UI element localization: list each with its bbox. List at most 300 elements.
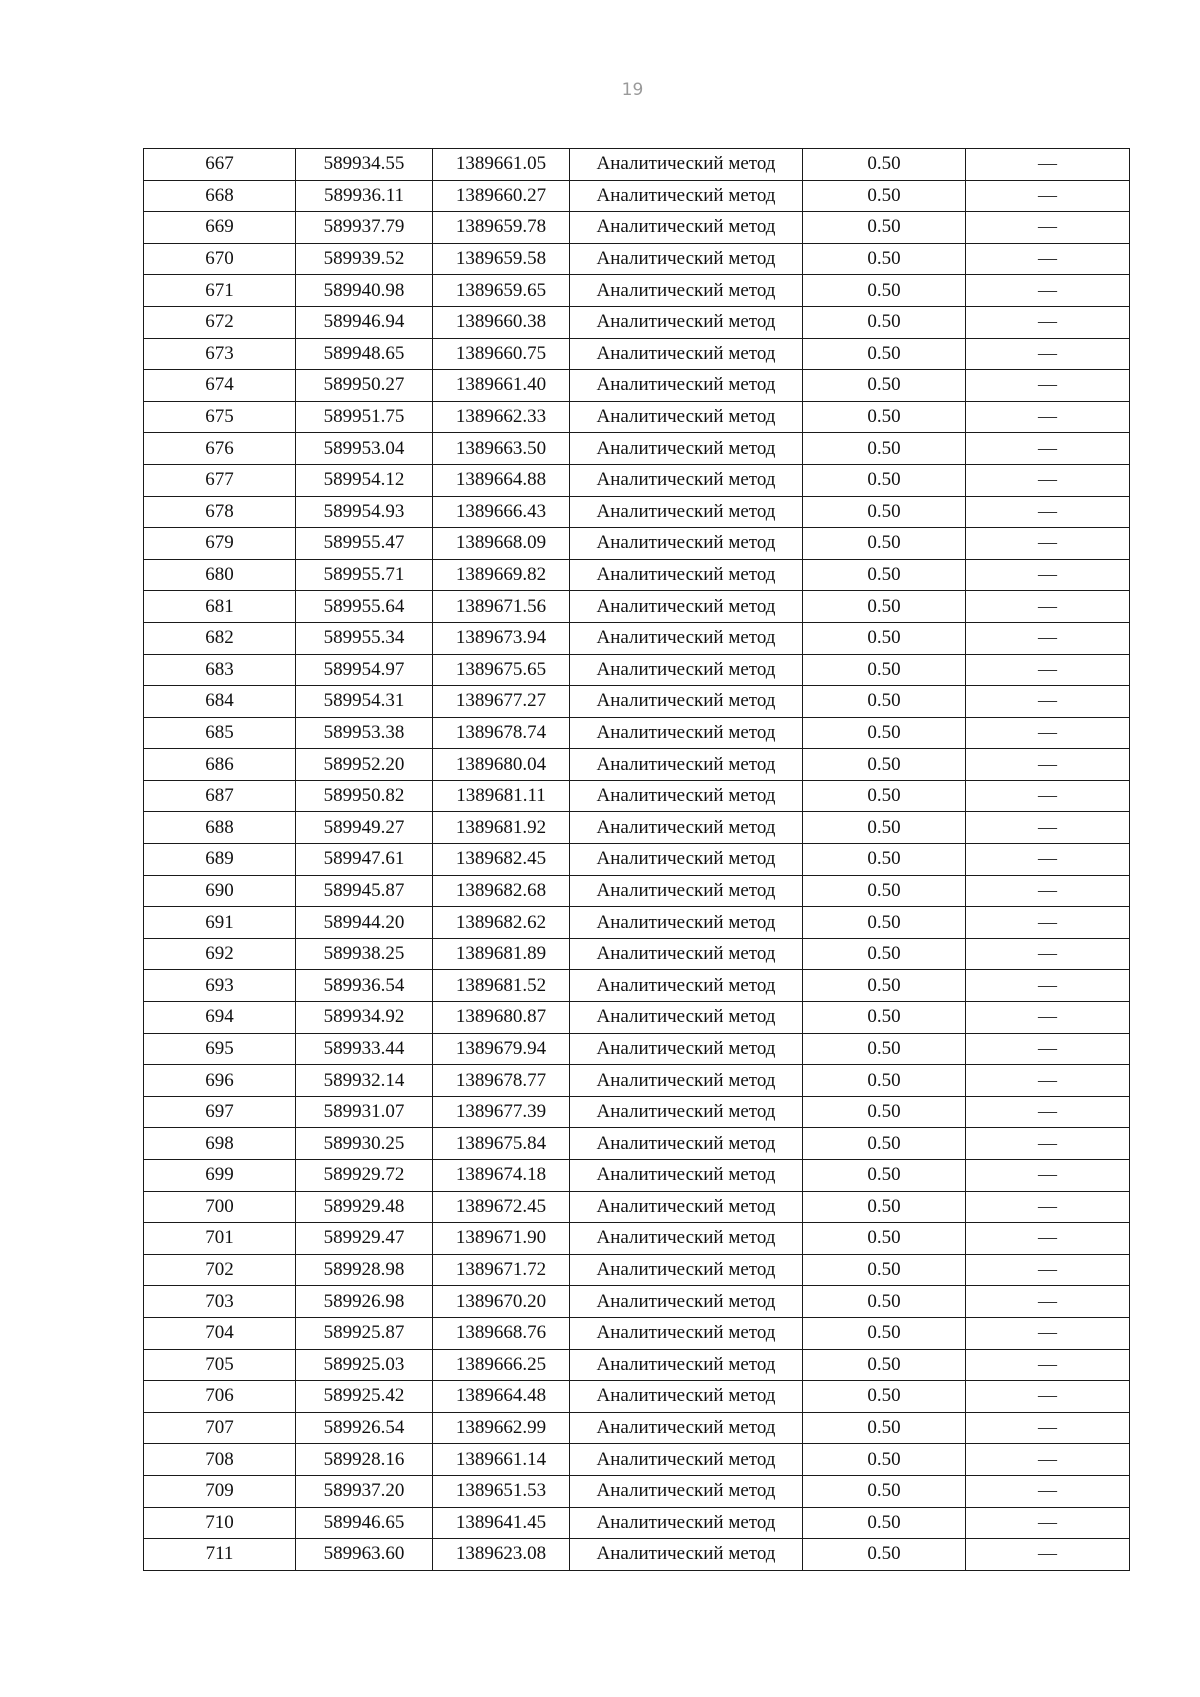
point-number-cell: 669 <box>144 212 296 244</box>
y-coordinate-cell: 1389668.09 <box>433 528 570 560</box>
point-number-cell: 675 <box>144 401 296 433</box>
table-row <box>144 1033 1130 1065</box>
x-coordinate-cell: 589953.04 <box>296 433 433 465</box>
note-cell: — <box>966 1444 1130 1476</box>
point-number-cell: 667 <box>144 149 296 181</box>
x-coordinate-cell: 589939.52 <box>296 243 433 275</box>
y-coordinate-cell: 1389666.25 <box>433 1349 570 1381</box>
x-coordinate-cell: 589950.82 <box>296 780 433 812</box>
note-cell: — <box>966 180 1130 212</box>
y-coordinate-cell: 1389659.58 <box>433 243 570 275</box>
point-number-cell: 668 <box>144 180 296 212</box>
x-coordinate-cell: 589954.93 <box>296 496 433 528</box>
note-cell: — <box>966 1223 1130 1255</box>
method-cell: Аналитический метод <box>570 1539 803 1571</box>
y-coordinate-cell: 1389675.65 <box>433 654 570 686</box>
point-number-cell: 700 <box>144 1191 296 1223</box>
table-row <box>144 1128 1130 1160</box>
y-coordinate-cell: 1389661.14 <box>433 1444 570 1476</box>
table-row <box>144 1317 1130 1349</box>
x-coordinate-cell: 589928.16 <box>296 1444 433 1476</box>
x-coordinate-cell: 589954.97 <box>296 654 433 686</box>
x-coordinate-cell: 589937.79 <box>296 212 433 244</box>
accuracy-cell: 0.50 <box>803 1128 966 1160</box>
accuracy-cell: 0.50 <box>803 306 966 338</box>
table-row <box>144 1065 1130 1097</box>
point-number-cell: 699 <box>144 1160 296 1192</box>
y-coordinate-cell: 1389681.89 <box>433 938 570 970</box>
table-row <box>144 622 1130 654</box>
x-coordinate-cell: 589932.14 <box>296 1065 433 1097</box>
method-cell: Аналитический метод <box>570 1286 803 1318</box>
point-number-cell: 677 <box>144 464 296 496</box>
x-coordinate-cell: 589933.44 <box>296 1033 433 1065</box>
y-coordinate-cell: 1389664.88 <box>433 464 570 496</box>
note-cell: — <box>966 1539 1130 1571</box>
table-row <box>144 1507 1130 1539</box>
note-cell: — <box>966 401 1130 433</box>
method-cell: Аналитический метод <box>570 1065 803 1097</box>
y-coordinate-cell: 1389673.94 <box>433 622 570 654</box>
x-coordinate-cell: 589955.71 <box>296 559 433 591</box>
point-number-cell: 670 <box>144 243 296 275</box>
accuracy-cell: 0.50 <box>803 243 966 275</box>
y-coordinate-cell: 1389670.20 <box>433 1286 570 1318</box>
point-number-cell: 681 <box>144 591 296 623</box>
x-coordinate-cell: 589946.94 <box>296 306 433 338</box>
table-row <box>144 1160 1130 1192</box>
y-coordinate-cell: 1389671.90 <box>433 1223 570 1255</box>
accuracy-cell: 0.50 <box>803 149 966 181</box>
table-row <box>144 528 1130 560</box>
x-coordinate-cell: 589936.54 <box>296 970 433 1002</box>
accuracy-cell: 0.50 <box>803 654 966 686</box>
accuracy-cell: 0.50 <box>803 1065 966 1097</box>
method-cell: Аналитический метод <box>570 1349 803 1381</box>
note-cell: — <box>966 433 1130 465</box>
method-cell: Аналитический метод <box>570 907 803 939</box>
point-number-cell: 685 <box>144 717 296 749</box>
accuracy-cell: 0.50 <box>803 1160 966 1192</box>
y-coordinate-cell: 1389679.94 <box>433 1033 570 1065</box>
point-number-cell: 698 <box>144 1128 296 1160</box>
x-coordinate-cell: 589928.98 <box>296 1254 433 1286</box>
x-coordinate-cell: 589926.54 <box>296 1412 433 1444</box>
method-cell: Аналитический метод <box>570 844 803 876</box>
table-row <box>144 275 1130 307</box>
table-row <box>144 496 1130 528</box>
y-coordinate-cell: 1389671.72 <box>433 1254 570 1286</box>
y-coordinate-cell: 1389682.62 <box>433 907 570 939</box>
x-coordinate-cell: 589944.20 <box>296 907 433 939</box>
table-row <box>144 1191 1130 1223</box>
accuracy-cell: 0.50 <box>803 433 966 465</box>
y-coordinate-cell: 1389664.48 <box>433 1381 570 1413</box>
note-cell: — <box>966 686 1130 718</box>
note-cell: — <box>966 1349 1130 1381</box>
note-cell: — <box>966 1381 1130 1413</box>
y-coordinate-cell: 1389678.77 <box>433 1065 570 1097</box>
y-coordinate-cell: 1389660.38 <box>433 306 570 338</box>
method-cell: Аналитический метод <box>570 1381 803 1413</box>
accuracy-cell: 0.50 <box>803 717 966 749</box>
method-cell: Аналитический метод <box>570 401 803 433</box>
accuracy-cell: 0.50 <box>803 591 966 623</box>
x-coordinate-cell: 589925.42 <box>296 1381 433 1413</box>
method-cell: Аналитический метод <box>570 212 803 244</box>
method-cell: Аналитический метод <box>570 686 803 718</box>
table-row <box>144 1286 1130 1318</box>
accuracy-cell: 0.50 <box>803 1223 966 1255</box>
table-row <box>144 370 1130 402</box>
x-coordinate-cell: 589929.72 <box>296 1160 433 1192</box>
method-cell: Аналитический метод <box>570 1096 803 1128</box>
y-coordinate-cell: 1389682.45 <box>433 844 570 876</box>
accuracy-cell: 0.50 <box>803 1475 966 1507</box>
accuracy-cell: 0.50 <box>803 180 966 212</box>
method-cell: Аналитический метод <box>570 1223 803 1255</box>
method-cell: Аналитический метод <box>570 717 803 749</box>
note-cell: — <box>966 1412 1130 1444</box>
accuracy-cell: 0.50 <box>803 401 966 433</box>
y-coordinate-cell: 1389678.74 <box>433 717 570 749</box>
x-coordinate-cell: 589955.64 <box>296 591 433 623</box>
x-coordinate-cell: 589945.87 <box>296 875 433 907</box>
method-cell: Аналитический метод <box>570 970 803 1002</box>
note-cell: — <box>966 370 1130 402</box>
note-cell: — <box>966 149 1130 181</box>
y-coordinate-cell: 1389681.92 <box>433 812 570 844</box>
table-row <box>144 1254 1130 1286</box>
accuracy-cell: 0.50 <box>803 496 966 528</box>
method-cell: Аналитический метод <box>570 1160 803 1192</box>
coordinates-table <box>143 148 1130 1571</box>
accuracy-cell: 0.50 <box>803 749 966 781</box>
table-row <box>144 875 1130 907</box>
x-coordinate-cell: 589963.60 <box>296 1539 433 1571</box>
note-cell: — <box>966 812 1130 844</box>
accuracy-cell: 0.50 <box>803 938 966 970</box>
method-cell: Аналитический метод <box>570 1002 803 1034</box>
accuracy-cell: 0.50 <box>803 812 966 844</box>
note-cell: — <box>966 622 1130 654</box>
method-cell: Аналитический метод <box>570 338 803 370</box>
accuracy-cell: 0.50 <box>803 212 966 244</box>
y-coordinate-cell: 1389651.53 <box>433 1475 570 1507</box>
point-number-cell: 679 <box>144 528 296 560</box>
accuracy-cell: 0.50 <box>803 1033 966 1065</box>
method-cell: Аналитический метод <box>570 749 803 781</box>
y-coordinate-cell: 1389681.52 <box>433 970 570 1002</box>
note-cell: — <box>966 938 1130 970</box>
method-cell: Аналитический метод <box>570 433 803 465</box>
method-cell: Аналитический метод <box>570 1191 803 1223</box>
y-coordinate-cell: 1389669.82 <box>433 559 570 591</box>
note-cell: — <box>966 591 1130 623</box>
method-cell: Аналитический метод <box>570 622 803 654</box>
note-cell: — <box>966 717 1130 749</box>
point-number-cell: 676 <box>144 433 296 465</box>
y-coordinate-cell: 1389675.84 <box>433 1128 570 1160</box>
y-coordinate-cell: 1389666.43 <box>433 496 570 528</box>
point-number-cell: 673 <box>144 338 296 370</box>
accuracy-cell: 0.50 <box>803 1254 966 1286</box>
method-cell: Аналитический метод <box>570 306 803 338</box>
accuracy-cell: 0.50 <box>803 686 966 718</box>
x-coordinate-cell: 589938.25 <box>296 938 433 970</box>
point-number-cell: 704 <box>144 1317 296 1349</box>
y-coordinate-cell: 1389677.39 <box>433 1096 570 1128</box>
point-number-cell: 694 <box>144 1002 296 1034</box>
table-row <box>144 1412 1130 1444</box>
point-number-cell: 707 <box>144 1412 296 1444</box>
note-cell: — <box>966 243 1130 275</box>
x-coordinate-cell: 589925.03 <box>296 1349 433 1381</box>
x-coordinate-cell: 589925.87 <box>296 1317 433 1349</box>
method-cell: Аналитический метод <box>570 1507 803 1539</box>
point-number-cell: 691 <box>144 907 296 939</box>
note-cell: — <box>966 1475 1130 1507</box>
accuracy-cell: 0.50 <box>803 338 966 370</box>
x-coordinate-cell: 589937.20 <box>296 1475 433 1507</box>
accuracy-cell: 0.50 <box>803 370 966 402</box>
accuracy-cell: 0.50 <box>803 1507 966 1539</box>
accuracy-cell: 0.50 <box>803 528 966 560</box>
table-row <box>144 243 1130 275</box>
point-number-cell: 701 <box>144 1223 296 1255</box>
accuracy-cell: 0.50 <box>803 559 966 591</box>
note-cell: — <box>966 559 1130 591</box>
method-cell: Аналитический метод <box>570 875 803 907</box>
x-coordinate-cell: 589949.27 <box>296 812 433 844</box>
table-row <box>144 1096 1130 1128</box>
point-number-cell: 687 <box>144 780 296 812</box>
point-number-cell: 706 <box>144 1381 296 1413</box>
table-row <box>144 780 1130 812</box>
note-cell: — <box>966 907 1130 939</box>
y-coordinate-cell: 1389677.27 <box>433 686 570 718</box>
y-coordinate-cell: 1389659.65 <box>433 275 570 307</box>
point-number-cell: 695 <box>144 1033 296 1065</box>
method-cell: Аналитический метод <box>570 496 803 528</box>
accuracy-cell: 0.50 <box>803 1412 966 1444</box>
x-coordinate-cell: 589929.48 <box>296 1191 433 1223</box>
note-cell: — <box>966 306 1130 338</box>
point-number-cell: 684 <box>144 686 296 718</box>
table-row <box>144 686 1130 718</box>
accuracy-cell: 0.50 <box>803 1096 966 1128</box>
point-number-cell: 708 <box>144 1444 296 1476</box>
point-number-cell: 697 <box>144 1096 296 1128</box>
y-coordinate-cell: 1389659.78 <box>433 212 570 244</box>
accuracy-cell: 0.50 <box>803 622 966 654</box>
table-row <box>144 1444 1130 1476</box>
table-row <box>144 464 1130 496</box>
y-coordinate-cell: 1389668.76 <box>433 1317 570 1349</box>
method-cell: Аналитический метод <box>570 464 803 496</box>
y-coordinate-cell: 1389671.56 <box>433 591 570 623</box>
table-row <box>144 306 1130 338</box>
accuracy-cell: 0.50 <box>803 1349 966 1381</box>
x-coordinate-cell: 589951.75 <box>296 401 433 433</box>
y-coordinate-cell: 1389680.04 <box>433 749 570 781</box>
note-cell: — <box>966 1065 1130 1097</box>
note-cell: — <box>966 1160 1130 1192</box>
accuracy-cell: 0.50 <box>803 780 966 812</box>
method-cell: Аналитический метод <box>570 591 803 623</box>
point-number-cell: 671 <box>144 275 296 307</box>
table-row <box>144 1475 1130 1507</box>
x-coordinate-cell: 589947.61 <box>296 844 433 876</box>
point-number-cell: 678 <box>144 496 296 528</box>
x-coordinate-cell: 589948.65 <box>296 338 433 370</box>
note-cell: — <box>966 1033 1130 1065</box>
note-cell: — <box>966 1317 1130 1349</box>
x-coordinate-cell: 589936.11 <box>296 180 433 212</box>
y-coordinate-cell: 1389660.27 <box>433 180 570 212</box>
table-row <box>144 180 1130 212</box>
point-number-cell: 711 <box>144 1539 296 1571</box>
y-coordinate-cell: 1389682.68 <box>433 875 570 907</box>
y-coordinate-cell: 1389680.87 <box>433 1002 570 1034</box>
y-coordinate-cell: 1389674.18 <box>433 1160 570 1192</box>
x-coordinate-cell: 589953.38 <box>296 717 433 749</box>
method-cell: Аналитический метод <box>570 149 803 181</box>
accuracy-cell: 0.50 <box>803 464 966 496</box>
point-number-cell: 682 <box>144 622 296 654</box>
note-cell: — <box>966 1096 1130 1128</box>
method-cell: Аналитический метод <box>570 180 803 212</box>
method-cell: Аналитический метод <box>570 654 803 686</box>
accuracy-cell: 0.50 <box>803 875 966 907</box>
y-coordinate-cell: 1389641.45 <box>433 1507 570 1539</box>
accuracy-cell: 0.50 <box>803 1191 966 1223</box>
table-row <box>144 1223 1130 1255</box>
y-coordinate-cell: 1389660.75 <box>433 338 570 370</box>
table-row <box>144 401 1130 433</box>
method-cell: Аналитический метод <box>570 528 803 560</box>
point-number-cell: 692 <box>144 938 296 970</box>
note-cell: — <box>966 1254 1130 1286</box>
y-coordinate-cell: 1389661.40 <box>433 370 570 402</box>
point-number-cell: 710 <box>144 1507 296 1539</box>
method-cell: Аналитический метод <box>570 812 803 844</box>
y-coordinate-cell: 1389662.99 <box>433 1412 570 1444</box>
y-coordinate-cell: 1389662.33 <box>433 401 570 433</box>
table-row <box>144 907 1130 939</box>
note-cell: — <box>966 275 1130 307</box>
point-number-cell: 702 <box>144 1254 296 1286</box>
point-number-cell: 674 <box>144 370 296 402</box>
x-coordinate-cell: 589946.65 <box>296 1507 433 1539</box>
y-coordinate-cell: 1389663.50 <box>433 433 570 465</box>
note-cell: — <box>966 528 1130 560</box>
method-cell: Аналитический метод <box>570 559 803 591</box>
table-row <box>144 1381 1130 1413</box>
x-coordinate-cell: 589926.98 <box>296 1286 433 1318</box>
y-coordinate-cell: 1389661.05 <box>433 149 570 181</box>
method-cell: Аналитический метод <box>570 275 803 307</box>
table-row <box>144 844 1130 876</box>
method-cell: Аналитический метод <box>570 1317 803 1349</box>
note-cell: — <box>966 844 1130 876</box>
point-number-cell: 689 <box>144 844 296 876</box>
x-coordinate-cell: 589929.47 <box>296 1223 433 1255</box>
x-coordinate-cell: 589940.98 <box>296 275 433 307</box>
accuracy-cell: 0.50 <box>803 1286 966 1318</box>
note-cell: — <box>966 1191 1130 1223</box>
accuracy-cell: 0.50 <box>803 275 966 307</box>
note-cell: — <box>966 780 1130 812</box>
y-coordinate-cell: 1389681.11 <box>433 780 570 812</box>
note-cell: — <box>966 1507 1130 1539</box>
method-cell: Аналитический метод <box>570 1033 803 1065</box>
table-row <box>144 338 1130 370</box>
point-number-cell: 680 <box>144 559 296 591</box>
accuracy-cell: 0.50 <box>803 1002 966 1034</box>
table-row <box>144 654 1130 686</box>
accuracy-cell: 0.50 <box>803 970 966 1002</box>
method-cell: Аналитический метод <box>570 370 803 402</box>
point-number-cell: 703 <box>144 1286 296 1318</box>
point-number-cell: 696 <box>144 1065 296 1097</box>
table-row <box>144 149 1130 181</box>
x-coordinate-cell: 589954.12 <box>296 464 433 496</box>
table-row <box>144 212 1130 244</box>
note-cell: — <box>966 654 1130 686</box>
note-cell: — <box>966 970 1130 1002</box>
note-cell: — <box>966 749 1130 781</box>
x-coordinate-cell: 589954.31 <box>296 686 433 718</box>
point-number-cell: 688 <box>144 812 296 844</box>
point-number-cell: 686 <box>144 749 296 781</box>
x-coordinate-cell: 589950.27 <box>296 370 433 402</box>
point-number-cell: 690 <box>144 875 296 907</box>
note-cell: — <box>966 338 1130 370</box>
table-row <box>144 433 1130 465</box>
note-cell: — <box>966 464 1130 496</box>
point-number-cell: 683 <box>144 654 296 686</box>
method-cell: Аналитический метод <box>570 1444 803 1476</box>
method-cell: Аналитический метод <box>570 1254 803 1286</box>
accuracy-cell: 0.50 <box>803 1444 966 1476</box>
table-row <box>144 559 1130 591</box>
x-coordinate-cell: 589955.34 <box>296 622 433 654</box>
x-coordinate-cell: 589931.07 <box>296 1096 433 1128</box>
method-cell: Аналитический метод <box>570 1412 803 1444</box>
y-coordinate-cell: 1389672.45 <box>433 1191 570 1223</box>
note-cell: — <box>966 1286 1130 1318</box>
note-cell: — <box>966 875 1130 907</box>
point-number-cell: 693 <box>144 970 296 1002</box>
note-cell: — <box>966 1128 1130 1160</box>
table-row <box>144 749 1130 781</box>
point-number-cell: 709 <box>144 1475 296 1507</box>
x-coordinate-cell: 589930.25 <box>296 1128 433 1160</box>
accuracy-cell: 0.50 <box>803 1539 966 1571</box>
x-coordinate-cell: 589955.47 <box>296 528 433 560</box>
note-cell: — <box>966 212 1130 244</box>
accuracy-cell: 0.50 <box>803 907 966 939</box>
method-cell: Аналитический метод <box>570 243 803 275</box>
x-coordinate-cell: 589952.20 <box>296 749 433 781</box>
table-row <box>144 812 1130 844</box>
accuracy-cell: 0.50 <box>803 1381 966 1413</box>
table-row <box>144 717 1130 749</box>
table-row <box>144 591 1130 623</box>
y-coordinate-cell: 1389623.08 <box>433 1539 570 1571</box>
x-coordinate-cell: 589934.55 <box>296 149 433 181</box>
